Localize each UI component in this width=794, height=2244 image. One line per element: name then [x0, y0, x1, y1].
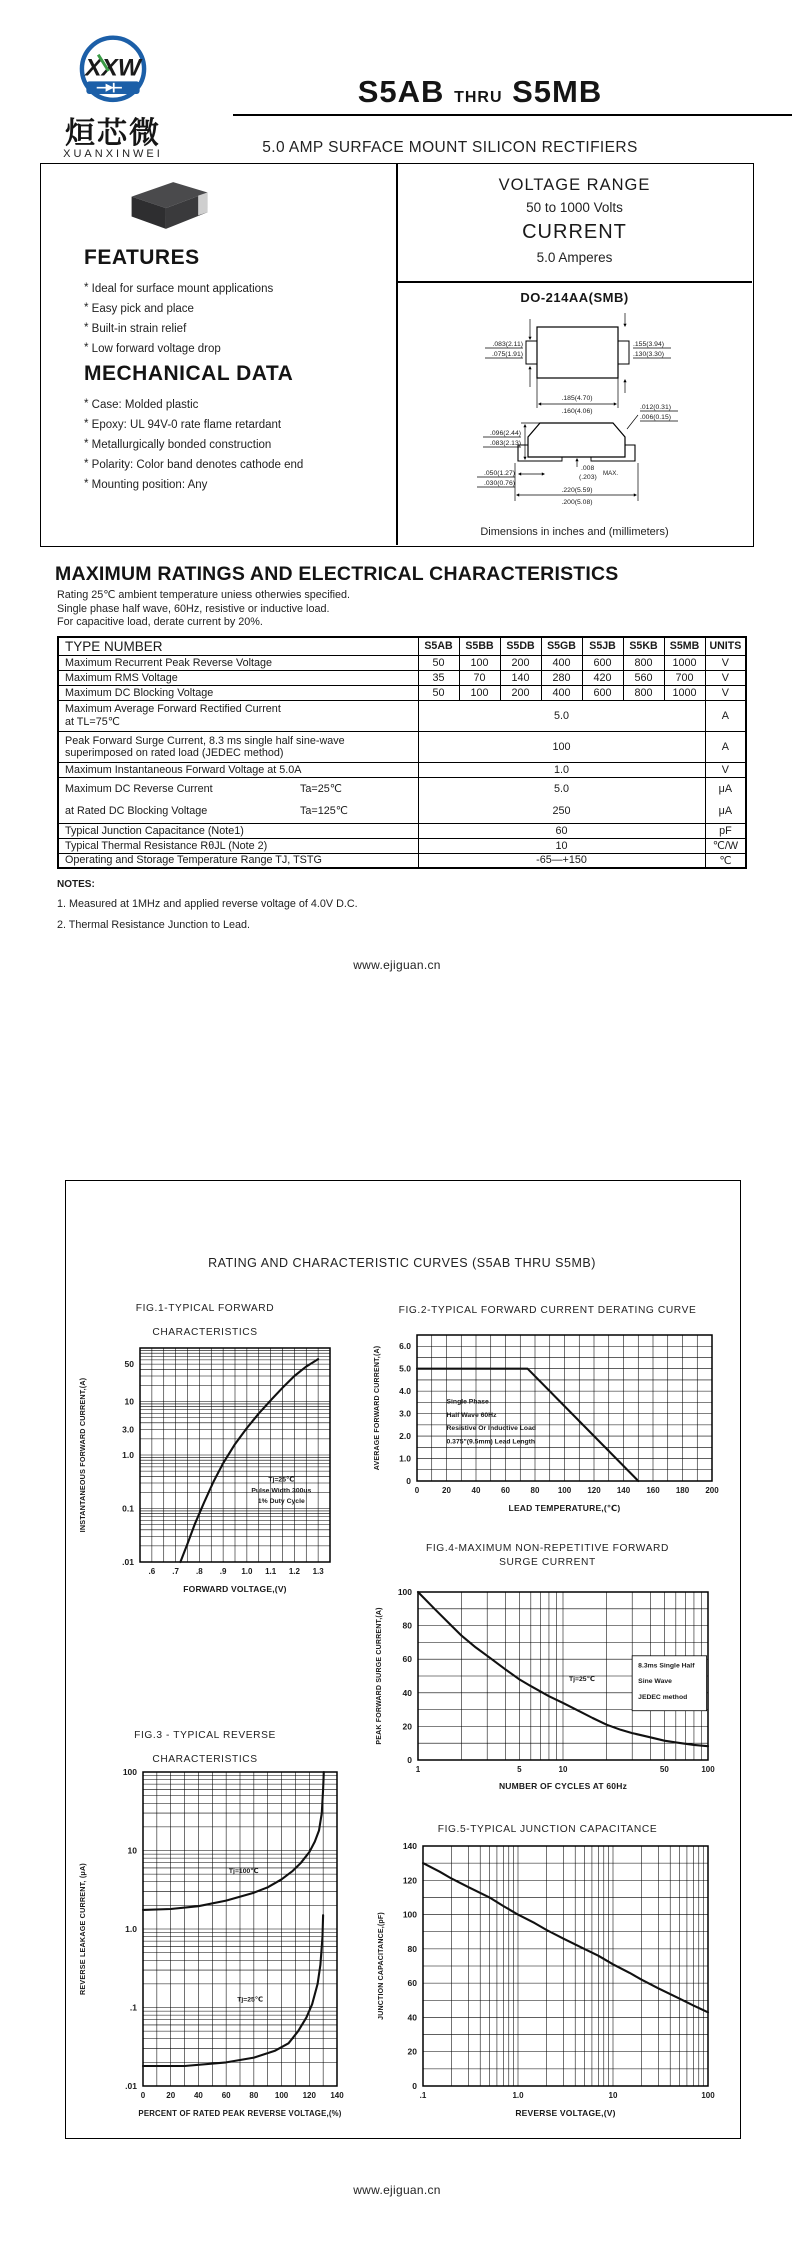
x-tick-label: 10: [558, 1765, 568, 1774]
annotation-text: 8.3ms Single Half: [638, 1662, 695, 1670]
x-tick-label: 1.0: [512, 2091, 524, 2100]
row-value: 420: [582, 670, 623, 685]
row-unit: A: [705, 731, 746, 762]
y-tick-label: 1.0: [399, 1453, 411, 1464]
fig2-chart: [355, 1327, 740, 1532]
dual-line: [65, 778, 414, 800]
row-value: 200: [500, 685, 541, 700]
dual-unit: μA: [718, 805, 733, 817]
table-row: [58, 823, 746, 838]
y-tick-label: 120: [402, 1875, 417, 1886]
row-unit: pF: [705, 823, 746, 838]
row-value: 35: [418, 670, 459, 685]
x-tick-label: 1.3: [312, 1567, 324, 1576]
annotation-text: Tj=25℃: [268, 1476, 295, 1484]
data-curve: [143, 1772, 324, 1910]
row-unit: V: [705, 655, 746, 670]
mechanical-item: * Case: Molded plastic: [84, 395, 394, 415]
row-label-line2: at TL=75℃: [65, 716, 120, 728]
package-title: DO-214AA(SMB): [520, 290, 629, 305]
row-value: 400: [541, 655, 582, 670]
y-tick-label: 1.0: [125, 1924, 137, 1934]
row-unit: ℃: [705, 853, 746, 868]
curves-page-title: RATING AND CHARACTERISTIC CURVES (S5AB THRU S5MB): [208, 1256, 596, 1270]
y-tick-label: 2.0: [399, 1431, 411, 1442]
dual-condition: Ta=125℃: [300, 805, 348, 817]
ratings-table: [57, 636, 747, 869]
pkg-tab-left: [526, 341, 537, 364]
row-value: 600: [582, 685, 623, 700]
pkg-arrowhead: [523, 424, 526, 427]
y-tick-label: 10: [127, 1845, 137, 1856]
pkg-tab-right: [618, 341, 629, 364]
dual-value: 250: [552, 805, 571, 817]
dim-tab-h-max: .083(2.11): [492, 341, 523, 348]
dim-standoff-mm: (.203): [579, 474, 597, 481]
mechanical-data-list: [84, 395, 394, 495]
row-value: 1000: [664, 655, 705, 670]
fig4-subtitle: SURGE CURRENT: [499, 1557, 596, 1568]
fig3-title: FIG.3 - TYPICAL REVERSE: [134, 1730, 276, 1741]
y-tick-label: 50: [124, 1359, 134, 1370]
feature-item: * Ideal for surface mount applications: [84, 279, 384, 299]
y-tick-label: 0: [406, 1476, 411, 1486]
x-axis-label: NUMBER OF CYCLES AT 60Hz: [498, 1781, 628, 1791]
voltage-range-title: VOLTAGE RANGE: [498, 176, 651, 194]
x-tick-label: .8: [196, 1567, 203, 1576]
row-label: Operating and Storage Temperature Range TJ, TSTG: [58, 853, 418, 868]
logo-xxw-text: XXW: [85, 54, 141, 82]
pkg-arrowhead: [518, 472, 521, 475]
data-curve: [180, 1359, 318, 1562]
pkg-dim-line: [627, 415, 638, 429]
x-tick-label: 120: [587, 1486, 601, 1495]
y-axis-label: INSTANTANEOUS FORWARD CURRENT,(A): [78, 1377, 87, 1533]
dim-lead-l-min: .030(0.76): [484, 480, 515, 487]
dim-pkg-h-min: .083(2.13): [490, 440, 521, 447]
current-value: 5.0 Amperes: [536, 250, 613, 265]
y-tick-label: 100: [122, 1767, 137, 1777]
col-header-S5KB: S5KB: [623, 637, 664, 655]
fig5-chart: [355, 1840, 740, 2126]
x-tick-label: 0: [414, 1486, 420, 1495]
x-tick-label: 180: [675, 1486, 690, 1495]
row-label: Typical Junction Capacitance (Note1): [58, 823, 418, 838]
row-unit: V: [705, 685, 746, 700]
row-unit: ℃/W: [705, 838, 746, 853]
pkg-arrowhead: [634, 493, 637, 496]
fig1-chart: [55, 1342, 355, 1604]
title-rule: [233, 114, 792, 116]
row-value: 700: [664, 670, 705, 685]
row-value: 1000: [664, 685, 705, 700]
x-axis-label: REVERSE VOLTAGE,(V): [515, 2108, 616, 2118]
fig3-chart: [55, 1766, 355, 2128]
note-line: 2. Thermal Resistance Junction to Lead.: [57, 919, 251, 931]
row-value: 100: [459, 685, 500, 700]
dim-pkg-h-max: .096(2.44): [490, 430, 521, 437]
doc-title-thru: THRU: [454, 89, 503, 106]
dim-lead-l-max: .050(1.27): [484, 470, 515, 477]
row-value: 50: [418, 655, 459, 670]
x-tick-label: 120: [302, 2091, 316, 2100]
x-tick-label: 40: [471, 1486, 481, 1495]
y-tick-label: 1.0: [122, 1450, 134, 1460]
row-value: 10: [418, 838, 705, 853]
y-tick-label: 100: [402, 1909, 417, 1920]
y-tick-label: 60: [402, 1654, 412, 1665]
y-axis-label: JUNCTION CAPACITANCE,(pF): [378, 1912, 385, 2020]
row-value: 70: [459, 670, 500, 685]
x-axis-label: LEAD TEMPERATURE,(℃): [508, 1503, 621, 1513]
condition-line: For capacitive load, derate current by 20%.: [57, 616, 263, 628]
x-tick-label: 1.1: [265, 1567, 277, 1576]
y-tick-label: 60: [407, 1978, 417, 1989]
feature-item: * Low forward voltage drop: [84, 339, 384, 359]
table-row: [58, 655, 746, 670]
row-value: 600: [582, 655, 623, 670]
dual-label: Maximum DC Reverse Current: [65, 783, 213, 795]
y-tick-label: 140: [402, 1841, 417, 1851]
y-tick-label: 10: [124, 1396, 134, 1407]
col-header-S5AB: S5AB: [418, 637, 459, 655]
x-tick-label: 140: [616, 1486, 631, 1495]
fig5-title: FIG.5-TYPICAL JUNCTION CAPACITANCE: [437, 1824, 658, 1835]
features-title: FEATURES: [84, 246, 200, 269]
y-tick-label: 3.0: [122, 1424, 134, 1435]
dim-body-w-min: .160(4.06): [561, 408, 593, 415]
x-tick-label: 100: [701, 2091, 715, 2100]
fig4-title: FIG.4-MAXIMUM NON-REPETITIVE FORWARD: [426, 1543, 669, 1554]
row-label: Maximum Recurrent Peak Reverse Voltage: [58, 655, 418, 670]
x-tick-label: 1: [415, 1765, 421, 1774]
y-tick-label: 4.0: [399, 1386, 411, 1397]
row-value: 560: [623, 670, 664, 685]
y-tick-label: .01: [122, 1557, 134, 1567]
note-line: 1. Measured at 1MHz and applied reverse voltage of 4.0V D.C.: [57, 898, 358, 910]
brand-name-en: XUANXINWEI: [63, 148, 163, 160]
y-tick-label: 80: [402, 1620, 412, 1631]
pkg-arrowhead: [623, 379, 626, 382]
col-header-S5MB: S5MB: [664, 637, 705, 655]
annotation-text: Sine Wave: [638, 1678, 672, 1686]
table-row: [58, 685, 746, 700]
x-tick-label: 80: [249, 2091, 259, 2100]
dual-condition: Ta=25℃: [300, 783, 342, 795]
annotation-text: 1% Duty Cycle: [257, 1498, 305, 1506]
product-photo: [116, 172, 220, 238]
condition-line: Single phase half wave, 60Hz, resistive or inductive load.: [57, 602, 330, 615]
x-axis-label: PERCENT OF RATED PEAK REVERSE VOLTAGE,(%): [138, 2109, 342, 2118]
dim-body-w-max: .185(4.70): [561, 395, 593, 402]
pkg-arrowhead: [523, 457, 526, 460]
table-row: [58, 731, 746, 762]
doc-title-main: S5AB: [357, 74, 445, 109]
dual-value: 5.0: [553, 783, 569, 795]
y-axis-label: PEAK FORWARD SURGE CURRENT,(A): [376, 1607, 383, 1745]
y-tick-label: 0.1: [122, 1503, 134, 1514]
x-tick-label: 20: [166, 2091, 176, 2100]
footer-url-2: www.ejiguan.cn: [353, 2183, 441, 2197]
brand-name-cn: 烜芯微: [65, 117, 161, 150]
annotation-text: Half Wave 60Hz: [446, 1411, 497, 1419]
row-value: -65—+150: [418, 853, 705, 868]
y-tick-label: 40: [407, 2012, 417, 2023]
pkg-arrowhead: [542, 472, 545, 475]
package-drawing: [397, 305, 754, 520]
row-label: Maximum RMS Voltage: [58, 670, 418, 685]
row-unit: V: [705, 762, 746, 777]
x-tick-label: 100: [701, 1765, 715, 1774]
row-value: 140: [500, 670, 541, 685]
row-value: 1.0: [418, 762, 705, 777]
x-tick-label: 140: [330, 2091, 344, 2100]
row-value: 5.0: [418, 700, 705, 731]
x-tick-label: 60: [501, 1486, 510, 1495]
mechanical-item: * Epoxy: UL 94V-0 rate flame retardant: [84, 415, 394, 435]
pkg-body-top: [537, 327, 618, 378]
x-tick-label: .1: [419, 2091, 427, 2100]
pkg-arrowhead: [516, 493, 519, 496]
row-label: [58, 700, 418, 731]
annotation-text: Resistive Or Inductive Load: [446, 1425, 537, 1433]
x-tick-label: .6: [148, 1567, 156, 1576]
annotation-text: Single Phase: [446, 1398, 489, 1406]
dimensions-note: Dimensions in inches and (millimeters): [480, 526, 669, 538]
annotation-text: Tj=25℃: [569, 1676, 595, 1684]
feature-item: * Easy pick and place: [84, 299, 384, 319]
x-tick-label: 50: [659, 1765, 669, 1774]
table-row: [58, 700, 746, 731]
x-tick-label: .9: [219, 1567, 227, 1576]
row-label: Typical Thermal Resistance RθJL (Note 2): [58, 838, 418, 853]
x-tick-label: 100: [557, 1486, 572, 1495]
x-tick-label: 5: [517, 1765, 522, 1774]
feature-item: * Built-in strain relief: [84, 319, 384, 339]
condition-line: Rating 25℃ ambient temperature uniess otherwies specified.: [57, 589, 350, 601]
col-header-units: UNITS: [705, 637, 746, 655]
y-tick-label: 6.0: [399, 1341, 411, 1352]
annotation-text: JEDEC method: [638, 1693, 688, 1701]
x-tick-label: 200: [705, 1486, 719, 1495]
fig1-title: FIG.1-TYPICAL FORWARD: [135, 1303, 275, 1314]
dim-total-w-min: .200(5.08): [561, 499, 593, 506]
row-unit: [705, 777, 746, 823]
row-unit: A: [705, 700, 746, 731]
dim-tab-h-min: .075(1.91): [492, 351, 523, 358]
dim-body-h-max: .155(3.94): [633, 341, 664, 348]
table-row: [58, 838, 746, 853]
dim-lead-t-min: .006(0.15): [640, 414, 671, 421]
x-tick-label: .7: [172, 1567, 179, 1576]
right-cell-divider: [397, 281, 752, 283]
row-value: 280: [541, 670, 582, 685]
x-tick-label: 1.0: [241, 1567, 253, 1576]
row-label-line1: Maximum Average Forward Rectified Current: [65, 703, 281, 715]
y-tick-label: 20: [402, 1721, 412, 1732]
y-tick-label: 100: [397, 1587, 412, 1597]
y-tick-label: 5.0: [399, 1363, 411, 1374]
annotation-text: Pulse Width 300us: [251, 1487, 312, 1495]
row-value: 200: [500, 655, 541, 670]
dim-standoff-val: .008: [581, 465, 595, 472]
y-tick-label: .1: [129, 2002, 137, 2013]
pkg-arrowhead: [538, 402, 541, 405]
dim-standoff-max: MAX.: [603, 470, 619, 477]
y-tick-label: 80: [407, 1943, 417, 1954]
col-header-S5GB: S5GB: [541, 637, 582, 655]
ratings-title: MAXIMUM RATINGS AND ELECTRICAL CHARACTERISTICS: [55, 563, 619, 585]
pkg-arrowhead: [614, 402, 617, 405]
x-tick-label: 100: [274, 2091, 289, 2100]
current-title: CURRENT: [522, 221, 627, 243]
row-value: 100: [418, 731, 705, 762]
row-label-line2: superimposed on rated load (JEDEC method): [65, 746, 284, 759]
x-tick-label: 20: [442, 1486, 451, 1495]
x-tick-label: 160: [646, 1486, 660, 1495]
row-value: 800: [623, 685, 664, 700]
y-tick-label: .01: [125, 2081, 137, 2091]
fig4-chart: [355, 1586, 740, 1800]
col-header-S5DB: S5DB: [500, 637, 541, 655]
pkg-arrowhead: [623, 324, 626, 327]
footer-url: www.ejiguan.cn: [353, 958, 441, 972]
notes-list: [57, 894, 557, 936]
row-label-line1: Peak Forward Surge Current, 8.3 ms single half sine-wave: [65, 734, 345, 747]
mechanical-item: * Polarity: Color band denotes cathode end: [84, 455, 394, 475]
voltage-range-value: 50 to 1000 Volts: [526, 200, 623, 215]
y-axis-label: REVERSE LEAKAGE CURRENT, (μA): [78, 1863, 87, 1995]
annotation-text: 0.375"(9.5mm) Lead Length: [446, 1438, 536, 1446]
mechanical-item: * Metallurgically bonded construction: [84, 435, 394, 455]
annotation-text: Tj=100℃: [228, 1867, 259, 1875]
row-unit: V: [705, 670, 746, 685]
dim-total-w-max: .220(5.59): [561, 487, 593, 494]
mechanical-item: * Mounting position: Any: [84, 475, 394, 495]
notes-title: NOTES:: [57, 879, 95, 890]
row-label: Maximum Instantaneous Forward Voltage at 5.0A: [58, 762, 418, 777]
row-value: 60: [418, 823, 705, 838]
dual-label: at Rated DC Blocking Voltage: [65, 805, 208, 817]
col-header-S5JB: S5JB: [582, 637, 623, 655]
y-axis-label: AVERAGE FORWARD CURRENT,(A): [374, 1345, 381, 1471]
pkg-body-side: [528, 423, 625, 457]
row-value: 100: [459, 655, 500, 670]
y-tick-label: 3.0: [399, 1408, 411, 1419]
y-tick-label: 20: [407, 2046, 417, 2057]
x-tick-label: 0: [140, 2091, 146, 2100]
row-value: 400: [541, 685, 582, 700]
col-header-type-number: TYPE NUMBER: [58, 637, 418, 655]
doc-subtitle: 5.0 AMP SURFACE MOUNT SILICON RECTIFIERS: [262, 139, 638, 156]
features-list: [84, 279, 384, 359]
ratings-conditions: [57, 589, 557, 630]
mechanical-data-title: MECHANICAL DATA: [84, 362, 294, 385]
row-value: 50: [418, 685, 459, 700]
col-header-S5BB: S5BB: [459, 637, 500, 655]
y-tick-label: 0: [407, 1755, 412, 1765]
pkg-arrowhead: [528, 366, 531, 369]
y-tick-label: 0: [412, 2081, 417, 2091]
fig1-subtitle: CHARACTERISTICS: [152, 1327, 258, 1338]
fig3-subtitle: CHARACTERISTICS: [152, 1754, 258, 1765]
fig2-title: FIG.2-TYPICAL FORWARD CURRENT DERATING CURVE: [398, 1305, 697, 1316]
dim-lead-t-max: .012(0.31): [640, 404, 671, 411]
table-row: [58, 853, 746, 868]
doc-title: [250, 74, 710, 110]
table-row: [58, 762, 746, 777]
pkg-arrowhead: [528, 337, 531, 340]
dim-body-h-min: .130(3.30): [633, 351, 664, 358]
data-curve: [423, 1863, 708, 2012]
table-row: [58, 670, 746, 685]
x-tick-label: 40: [193, 2091, 203, 2100]
data-curve: [143, 1915, 323, 2066]
x-tick-label: 80: [530, 1486, 540, 1495]
x-tick-label: 10: [608, 2091, 618, 2100]
x-axis-label: FORWARD VOLTAGE,(V): [183, 1584, 287, 1594]
dual-line: [65, 800, 414, 822]
row-value: [418, 777, 705, 823]
table-row: [58, 777, 746, 823]
row-label: Maximum DC Blocking Voltage: [58, 685, 418, 700]
y-tick-label: 40: [402, 1687, 412, 1698]
x-tick-label: 60: [221, 2091, 231, 2100]
doc-title-end: S5MB: [512, 74, 603, 109]
dual-unit: μA: [718, 783, 733, 795]
annotation-text: Tj=25℃: [237, 1996, 264, 2004]
brand-logo: [76, 33, 150, 109]
row-label: [58, 731, 418, 762]
row-value: 800: [623, 655, 664, 670]
x-tick-label: 1.2: [288, 1567, 300, 1576]
row-label: [58, 777, 418, 823]
